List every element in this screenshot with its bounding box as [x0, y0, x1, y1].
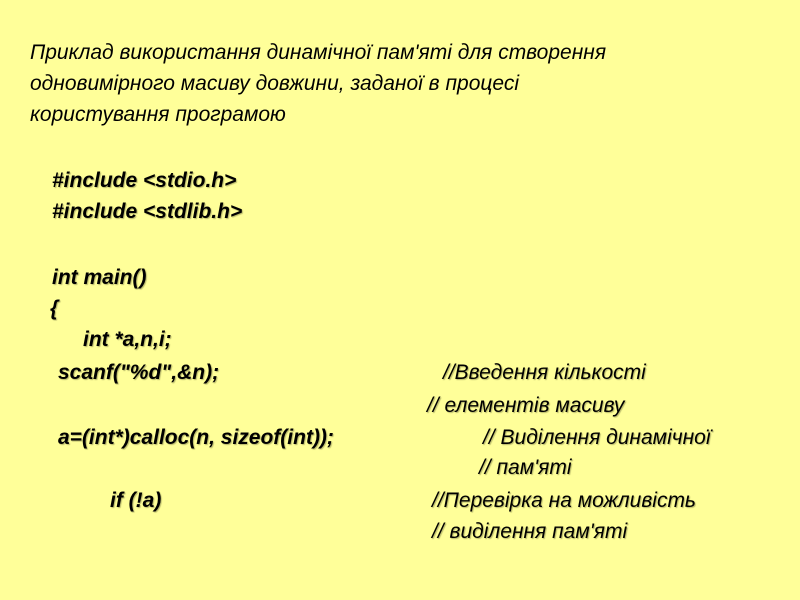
- comment-calloc-2: // пам'яті: [479, 456, 572, 479]
- intro-line-3: користування програмою: [30, 103, 286, 126]
- code-scanf: scanf("%d",&n);: [58, 361, 220, 384]
- comment-if-2: // виділення пам'яті: [432, 520, 628, 543]
- comment-calloc-1: // Виділення динамічної: [483, 426, 711, 449]
- comment-if-1: //Перевірка на можливість: [432, 489, 696, 512]
- code-calloc: a=(int*)calloc(n, sizeof(int));: [58, 426, 334, 449]
- code-var-decl: int *a,n,i;: [83, 328, 172, 351]
- comment-scanf-1: //Введення кількості: [443, 361, 646, 384]
- code-open-brace: {: [50, 297, 59, 320]
- code-if-check: if (!a): [110, 489, 162, 512]
- intro-line-2: одновимірного масиву довжини, заданої в процесі: [30, 72, 519, 95]
- code-include-stdio: #include <stdio.h>: [52, 169, 237, 192]
- code-main-decl: int main(): [52, 266, 147, 289]
- code-include-stdlib: #include <stdlib.h>: [52, 200, 243, 223]
- intro-line-1: Приклад використання динамічної пам'яті для створення: [30, 41, 607, 64]
- comment-scanf-2: // елементів масиву: [427, 394, 625, 417]
